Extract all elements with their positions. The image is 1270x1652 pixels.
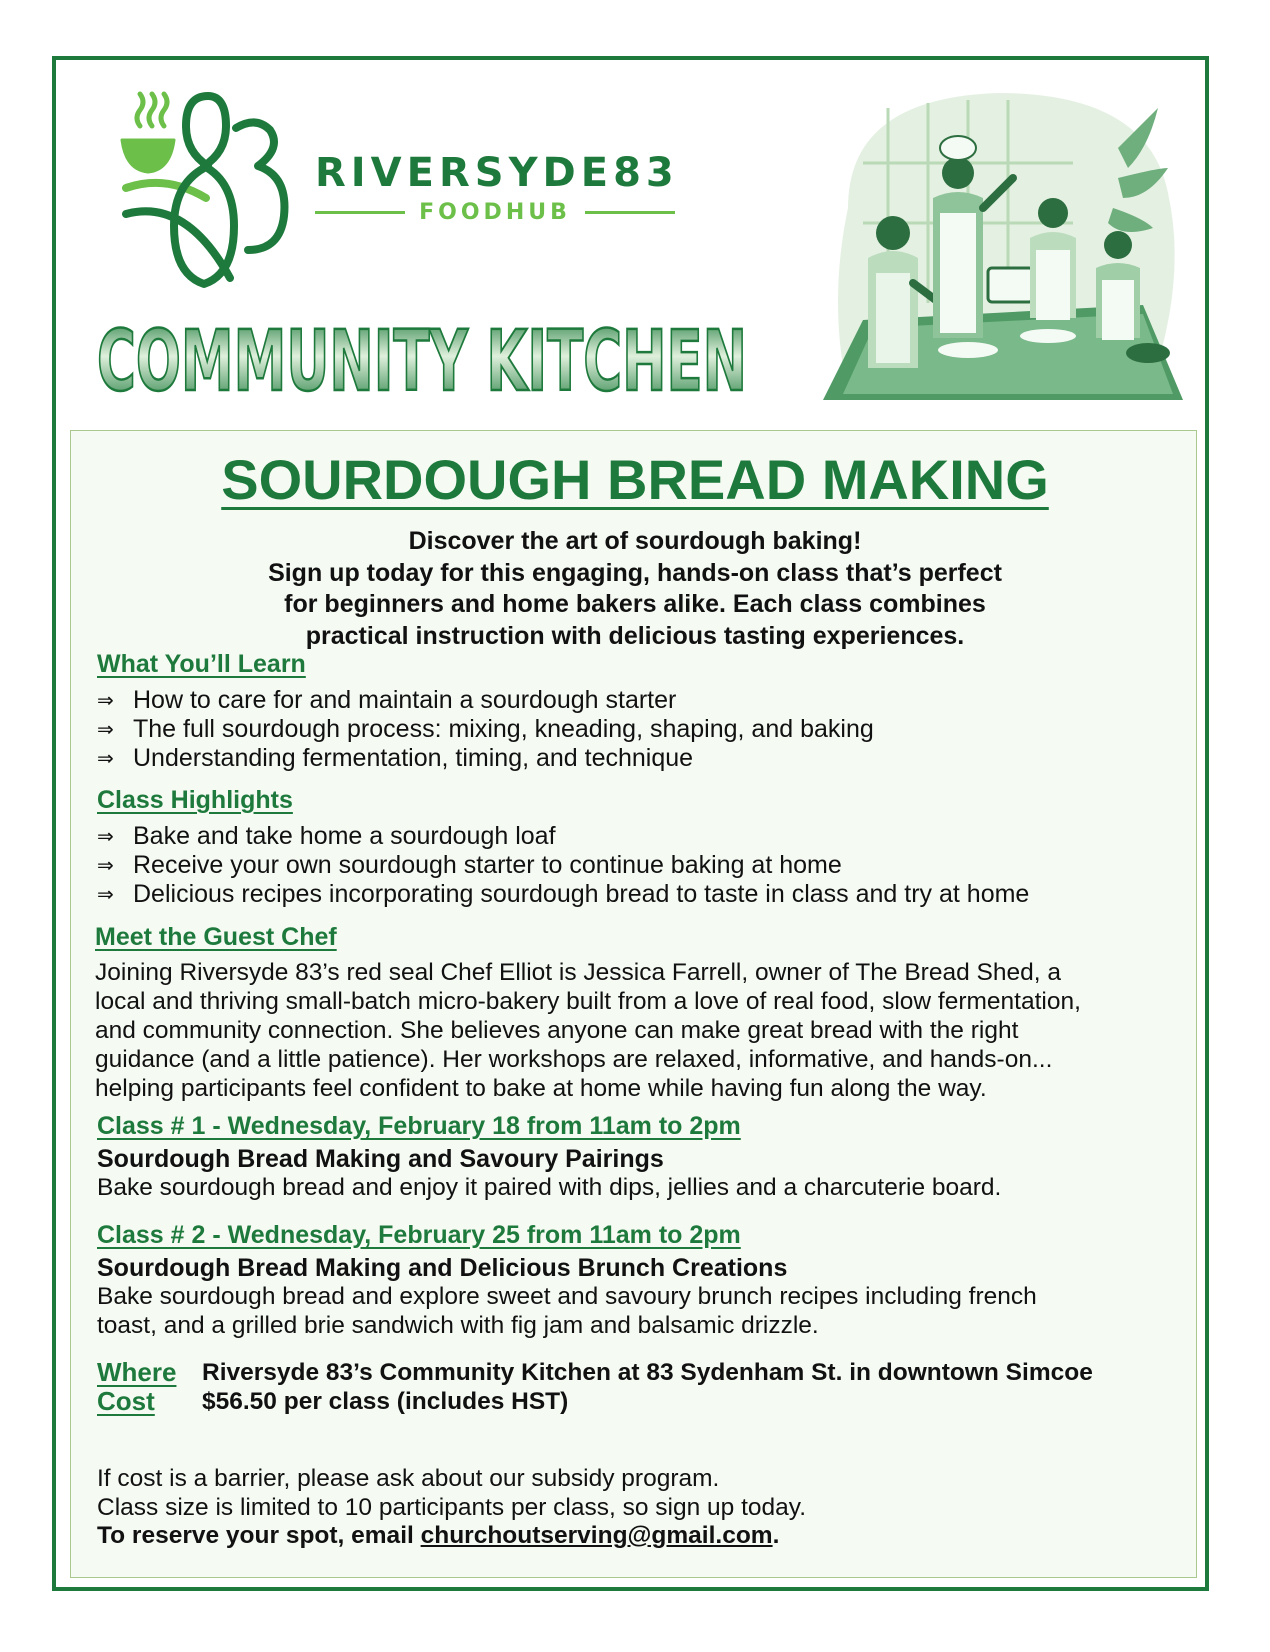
list-item — [97, 851, 1029, 880]
class2-desc — [97, 1282, 1037, 1340]
chef-line: Joining Riversyde 83’s red seal Chef Elliot is Jessica Farrell, owner of The Bread Shed, a — [95, 959, 1061, 986]
chef-line: and community connection. She believes anyone can make great bread with the right — [95, 1017, 1019, 1044]
list-item — [97, 880, 1029, 909]
chef-line: helping participants feel confident to bake at home while having fun along the way. — [95, 1075, 987, 1102]
class1-heading: Class # 1 - Wednesday, February 18 from 11am to 2pm — [97, 1112, 741, 1140]
list-item-text: Delicious recipes incorporating sourdough bread to taste in class and try at home — [133, 880, 1030, 908]
learn-list — [97, 686, 874, 773]
highlights-list — [97, 822, 1029, 909]
reserve-period: . — [772, 1522, 780, 1549]
page-title-text: SOURDOUGH BREAD MAKING — [221, 448, 1049, 511]
kitchen-illustration-icon — [818, 88, 1183, 403]
email-link[interactable]: churchoutserving@gmail.com — [420, 1522, 773, 1549]
community-kitchen-text: COMMUNITY KITCHEN — [97, 312, 747, 410]
reserve-line — [97, 1522, 806, 1551]
arrow-icon: ⇒ — [97, 688, 114, 712]
list-item — [97, 686, 874, 715]
chef-heading: Meet the Guest Chef — [95, 923, 337, 951]
learn-heading: What You’ll Learn — [97, 650, 306, 678]
cost-label: Cost — [97, 1386, 155, 1416]
class2-title: Sourdough Bread Making and Delicious Brunch Creations — [97, 1254, 788, 1282]
arrow-icon: ⇒ — [97, 853, 114, 877]
brand-divider — [315, 211, 405, 214]
subsidy-line: If cost is a barrier, please ask about our subsidy program. — [97, 1465, 720, 1492]
class1-title: Sourdough Bread Making and Savoury Pairings — [97, 1145, 664, 1173]
list-item — [97, 715, 874, 744]
intro-line: practical instruction with delicious tasting experiences. — [305, 621, 965, 650]
brand-block — [315, 150, 679, 225]
brand-sub: FOODHUB — [419, 200, 571, 225]
intro-line: Discover the art of sourdough baking! — [408, 527, 862, 555]
class1-desc: Bake sourdough bread and enjoy it paired with dips, jellies and a charcuterie board. — [97, 1174, 1002, 1201]
highlights-heading: Class Highlights — [97, 786, 293, 814]
brand-name: RIVERSYDE83 — [315, 150, 679, 196]
arrow-icon: ⇒ — [97, 824, 114, 848]
class2-desc-line: toast, and a grilled brie sandwich with fig jam and balsamic drizzle. — [97, 1312, 819, 1339]
reserve-text: To reserve your spot, email — [97, 1522, 421, 1549]
class2-heading: Class # 2 - Wednesday, February 25 from 11am to 2pm — [97, 1221, 741, 1249]
list-item-text: The full sourdough process: mixing, kneading, shaping, and baking — [133, 715, 874, 743]
intro-line: for beginners and home bakers alike. Each class combines — [284, 590, 986, 618]
arrow-icon: ⇒ — [97, 882, 114, 906]
where-label: Where — [97, 1357, 177, 1387]
class2-desc-line: Bake sourdough bread and explore sweet and savoury brunch recipes including french — [97, 1283, 1037, 1310]
list-item — [97, 822, 1029, 851]
class-size-line: Class size is limited to 10 participants per class, so sign up today. — [97, 1493, 807, 1521]
list-item-text: Understanding fermentation, timing, and technique — [133, 744, 694, 772]
chef-paragraph — [95, 958, 1195, 1103]
footer — [97, 1465, 806, 1551]
brand-divider — [585, 211, 675, 214]
list-item — [97, 744, 874, 773]
list-item-text: Receive your own sourdough starter to continue baking at home — [133, 851, 842, 879]
community-kitchen-title — [95, 306, 795, 410]
brand-sub-row — [315, 200, 675, 225]
cost-value: $56.50 per class (includes HST) — [202, 1388, 569, 1415]
riversyde83-logo-icon — [118, 88, 288, 298]
chef-line: guidance (and a little patience). Her workshops are relaxed, informative, and hands-on... — [95, 1046, 1053, 1073]
chef-line: local and thriving small-batch micro-bakery built from a love of real food, slow fermentation, — [95, 988, 1081, 1015]
arrow-icon: ⇒ — [97, 746, 114, 770]
intro-line: Sign up today for this engaging, hands-on class that’s perfect — [268, 558, 1002, 587]
list-item-text: How to care for and maintain a sourdough starter — [133, 686, 677, 714]
arrow-icon: ⇒ — [97, 717, 114, 741]
intro-text — [0, 526, 1270, 652]
where-value: Riversyde 83’s Community Kitchen at 83 Sydenham St. in downtown Simcoe — [202, 1359, 1093, 1386]
list-item-text: Bake and take home a sourdough loaf — [133, 822, 556, 850]
page-title — [0, 447, 1270, 512]
